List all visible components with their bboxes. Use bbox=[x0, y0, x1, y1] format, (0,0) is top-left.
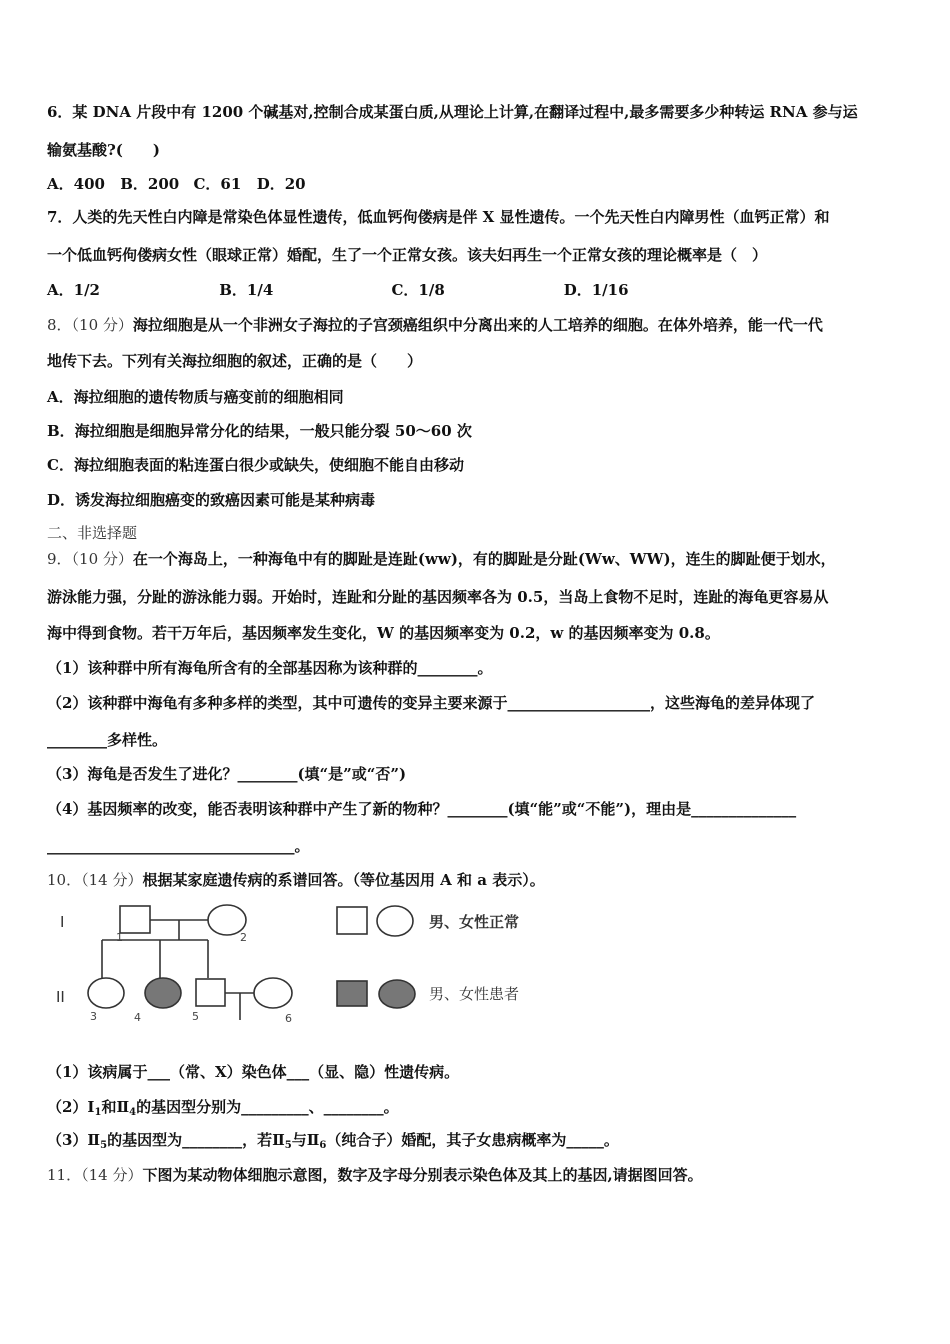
q7-option-d: D．1/16 bbox=[563, 281, 629, 299]
q9-part4-line2: _________________________________。 bbox=[47, 837, 310, 855]
q10-part3 bbox=[47, 1130, 906, 1156]
q6-option-d: D．20 bbox=[256, 175, 306, 193]
q10-line1 bbox=[47, 870, 906, 890]
q10-part1: （1）该病属于___（常、X）染色体___（显、隐）性遗传病。 bbox=[47, 1063, 460, 1081]
q10-part2-suffix: 的基因型分别为_________、________。 bbox=[136, 1098, 399, 1116]
pedigree-generation-i: I bbox=[60, 913, 65, 931]
pedigree-id-2: 2 bbox=[240, 931, 247, 944]
pedigree-female-ii6 bbox=[254, 978, 292, 1008]
pedigree-affected-female-ii4 bbox=[145, 978, 181, 1008]
q10-part2-sub1: 1 bbox=[94, 1107, 102, 1118]
q6-options bbox=[47, 174, 906, 194]
q6-option-c: C．61 bbox=[193, 175, 242, 193]
pedigree-id-3: 3 bbox=[90, 1010, 97, 1023]
q9-line2: 游泳能力强，分趾的游泳能力弱。开始时，连趾和分趾的基因频率各为 0.5，当岛上食物不足时，连趾的海龟更容易从 bbox=[47, 588, 829, 606]
q11-number: 11． bbox=[47, 1166, 82, 1184]
q8-line1 bbox=[47, 315, 906, 335]
q9-part3: （3）海龟是否发生了进化？________(填“是”或“否”) bbox=[47, 765, 407, 783]
section-heading: 二、非选择题 bbox=[47, 524, 138, 542]
q11-line1 bbox=[47, 1165, 906, 1185]
pedigree-id-6: 6 bbox=[285, 1012, 292, 1025]
q10-part3-sub1: 5 bbox=[100, 1140, 108, 1151]
q7-line1: 7．人类的先天性白内障是常染色体显性遗传，低血钙佝偻病是伴 X 显性遗传。一个先天性白内障男性（血钙正常）和 bbox=[47, 208, 830, 226]
q10-part3-mid1: 的基因型为________，若Ⅱ bbox=[107, 1131, 285, 1149]
q10-stem: 根据某家庭遗传病的系谱回答。（等位基因用 A 和 a 表示）。 bbox=[142, 871, 545, 889]
q7-option-b: B．1/4 bbox=[219, 281, 274, 299]
pedigree-id-1: 1 bbox=[116, 931, 123, 944]
pedigree-id-4: 4 bbox=[134, 1011, 141, 1024]
q9-score: （10 分） bbox=[71, 550, 133, 568]
pedigree-id-5: 5 bbox=[192, 1010, 199, 1023]
q10-part3-prefix: （3）Ⅱ bbox=[47, 1131, 101, 1149]
q10-number: 10． bbox=[47, 871, 82, 889]
q10-part3-sub3: 6 bbox=[319, 1140, 327, 1151]
legend-normal-label: 男、女性正常 bbox=[429, 913, 520, 931]
q9-part4-line1: （4）基因频率的改变，能否表明该种群中产生了新的物种？________(填“能”或“不能”)，理由是______________ bbox=[47, 800, 797, 818]
q8-line2: 地传下去。下列有关海拉细胞的叙述，正确的是（ ） bbox=[47, 352, 423, 370]
q6-line2: 输氨基酸?( ) bbox=[47, 141, 160, 159]
legend-affected-label: 男、女性患者 bbox=[429, 985, 520, 1003]
q9-line1 bbox=[47, 549, 906, 569]
q9-stem: 在一个海岛上，一种海龟中有的脚趾是连趾(ww)，有的脚趾是分趾(Ww、WW)，连生的脚趾便于划水， bbox=[132, 550, 836, 568]
q10-part2 bbox=[47, 1097, 906, 1123]
q10-part3-suffix: （纯合子）婚配，其子女患病概率为_____。 bbox=[326, 1131, 619, 1149]
legend-affected-female-symbol bbox=[379, 980, 415, 1008]
pedigree-female-ii3 bbox=[88, 978, 124, 1008]
pedigree-chart bbox=[40, 895, 600, 1035]
q10-part2-sub2: 4 bbox=[129, 1107, 137, 1118]
q9-part1: （1）该种群中所有海龟所含有的全部基因称为该种群的________。 bbox=[47, 659, 493, 677]
q9-number: 9． bbox=[47, 550, 72, 568]
q7-option-c: C．1/8 bbox=[391, 281, 445, 299]
legend-normal-female-symbol bbox=[377, 906, 413, 936]
q8-option-a: A．海拉细胞的遗传物质与癌变前的细胞相同 bbox=[47, 388, 344, 406]
legend-affected-male-symbol bbox=[337, 981, 367, 1006]
q10-part3-mid2: 与Ⅱ bbox=[291, 1131, 320, 1149]
q8-number: 8． bbox=[47, 316, 72, 334]
q7-line2: 一个低血钙佝偻病女性（眼球正常）婚配，生了一个正常女孩。该夫妇再生一个正常女孩的理论概率是（ ） bbox=[47, 246, 768, 264]
q6-option-b: B．200 bbox=[120, 175, 180, 193]
q11-stem: 下图为某动物体细胞示意图，数字及字母分别表示染色体及其上的基因,请据图回答。 bbox=[142, 1166, 703, 1184]
pedigree-generation-ii: II bbox=[56, 988, 65, 1006]
q9-part2-line2: ________多样性。 bbox=[47, 731, 168, 749]
pedigree-male-i1 bbox=[120, 906, 150, 933]
q9-line3: 海中得到食物。若干万年后，基因频率发生变化，W 的基因频率变为 0.2，w 的基因频率变为 0.8。 bbox=[47, 624, 720, 642]
q10-score: （14 分） bbox=[81, 871, 143, 889]
pedigree-male-ii5 bbox=[196, 979, 225, 1006]
q10-part2-prefix: （2）Ⅰ bbox=[47, 1098, 95, 1116]
q6-option-a: A．400 bbox=[47, 175, 105, 193]
q8-score: （10 分） bbox=[71, 316, 133, 334]
q10-part2-mid: 和Ⅱ bbox=[101, 1098, 130, 1116]
q8-option-b: B．海拉细胞是细胞异常分化的结果，一般只能分裂 50～60 次 bbox=[47, 422, 472, 440]
q10-part3-sub2: 5 bbox=[284, 1140, 292, 1151]
q11-score: （14 分） bbox=[81, 1166, 143, 1184]
q6-line1: 6．某 DNA 片段中有 1200 个碱基对,控制合成某蛋白质,从理论上计算,在翻译过程中,最多需要多少种转运 RNA 参与运 bbox=[47, 103, 858, 121]
q8-option-d: D．诱发海拉细胞癌变的致癌因素可能是某种病毒 bbox=[47, 491, 376, 509]
q8-option-c: C．海拉细胞表面的粘连蛋白很少或缺失，使细胞不能自由移动 bbox=[47, 456, 464, 474]
legend-normal-male-symbol bbox=[337, 907, 367, 934]
q8-stem: 海拉细胞是从一个非洲女子海拉的子宫颈癌组织中分离出来的人工培养的细胞。在体外培养，能一代一代 bbox=[132, 316, 823, 334]
q7-options bbox=[47, 280, 906, 300]
q7-option-a: A．1/2 bbox=[47, 281, 100, 299]
q9-part2-line1: （2）该种群中海龟有多种多样的类型，其中可遗传的变异主要来源于___________________，这些海龟的差异体现了 bbox=[47, 694, 815, 712]
